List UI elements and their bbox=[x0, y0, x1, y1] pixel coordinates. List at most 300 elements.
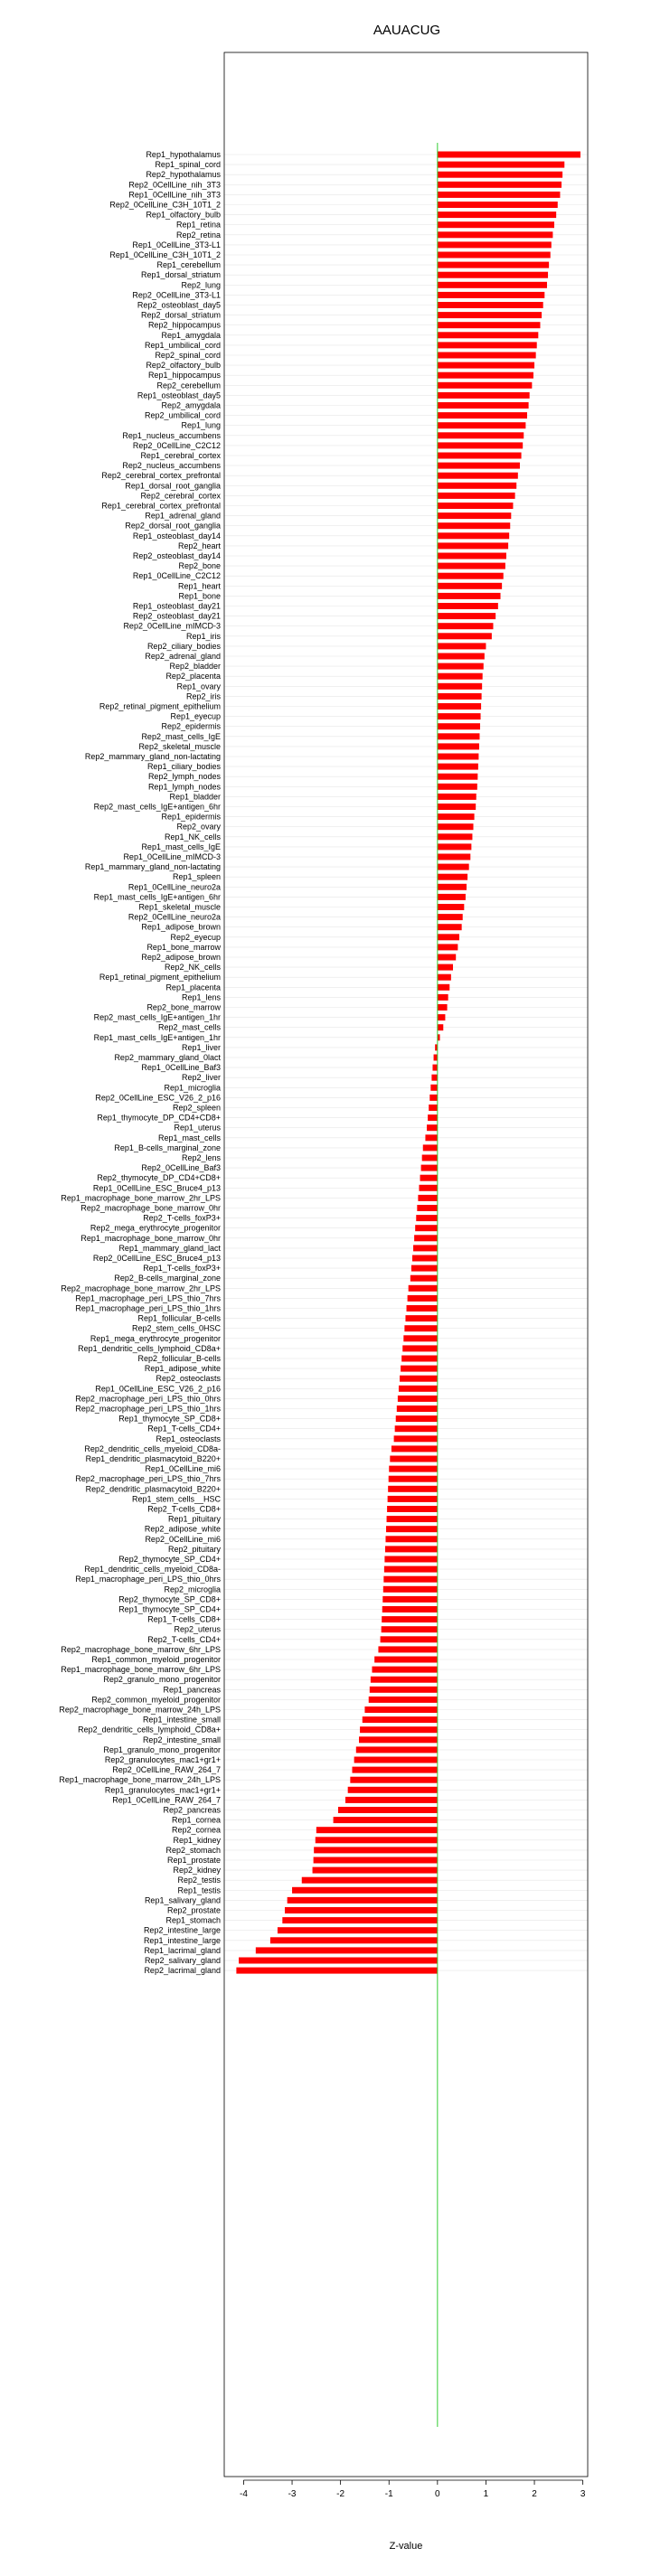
bar bbox=[387, 1506, 438, 1512]
bar bbox=[438, 794, 476, 800]
bar bbox=[438, 322, 541, 328]
category-label: Rep1_cornea bbox=[171, 1815, 221, 1825]
category-label: Rep2_liver bbox=[181, 1073, 221, 1083]
category-label: Rep1_0CellLine_mIMCD-3 bbox=[123, 852, 221, 861]
bar bbox=[438, 332, 538, 338]
bar bbox=[416, 1215, 438, 1221]
category-label: Rep1_eyecup bbox=[170, 711, 221, 721]
bar bbox=[438, 483, 516, 489]
x-axis-label: Z-value bbox=[389, 2541, 423, 2552]
bar bbox=[282, 1917, 438, 1923]
bar bbox=[256, 1947, 438, 1953]
category-label: Rep1_macrophage_peri_LPS_thio_7hrs bbox=[75, 1293, 221, 1303]
x-tick-label: 1 bbox=[483, 2489, 489, 2499]
category-label: Rep2_stomach bbox=[165, 1845, 221, 1855]
bar bbox=[438, 633, 492, 639]
bar bbox=[438, 262, 549, 268]
bar bbox=[438, 583, 502, 589]
bar bbox=[407, 1305, 438, 1312]
category-label: Rep1_retinal_pigment_epithelium bbox=[99, 973, 221, 982]
category-label: Rep1_macrophage_bone_marrow_6hr_LPS bbox=[61, 1665, 221, 1675]
category-label: Rep2_mast_cells_IgE+antigen_6hr bbox=[93, 802, 221, 812]
category-label: Rep1_mast_cells_IgE+antigen_1hr bbox=[93, 1032, 221, 1042]
bar bbox=[431, 1075, 437, 1081]
bar bbox=[401, 1356, 438, 1362]
category-label: Rep1_mast_cells bbox=[157, 1133, 221, 1142]
bar bbox=[382, 1606, 438, 1612]
category-label: Rep2_0CellLine_mi6 bbox=[145, 1534, 221, 1544]
category-label: Rep1_T-cells_foxP3+ bbox=[143, 1264, 221, 1274]
bar bbox=[385, 1536, 437, 1542]
category-label: Rep1_mammary_gland_lact bbox=[118, 1243, 221, 1253]
bar bbox=[353, 1767, 438, 1773]
bar bbox=[402, 1345, 438, 1351]
category-label: Rep2_retinal_pigment_epithelium bbox=[99, 701, 221, 711]
bar bbox=[403, 1335, 438, 1341]
bar bbox=[397, 1406, 438, 1412]
category-label: Rep2_umbilical_cord bbox=[144, 410, 221, 420]
x-tick-label: 3 bbox=[580, 2489, 586, 2499]
category-label: Rep1_bone bbox=[178, 591, 221, 601]
bar bbox=[438, 272, 548, 278]
category-label: Rep2_skeletal_muscle bbox=[138, 741, 221, 751]
category-label: Rep2_T-cells_foxP3+ bbox=[143, 1213, 221, 1223]
bar bbox=[438, 402, 529, 409]
category-label: Rep1_lens bbox=[181, 992, 221, 1002]
bar bbox=[438, 623, 494, 629]
category-label: Rep2_adipose_brown bbox=[141, 953, 221, 962]
bar bbox=[415, 1225, 438, 1231]
bar bbox=[438, 362, 534, 369]
category-label: Rep2_dendritic_cells_lymphoid_CD8a+ bbox=[78, 1725, 221, 1735]
bar bbox=[278, 1927, 438, 1933]
category-label: Rep2_testis bbox=[177, 1876, 221, 1885]
bar bbox=[429, 1095, 438, 1101]
category-label: Rep1_macrophage_bone_marrow_2hr_LPS bbox=[61, 1193, 221, 1203]
bar bbox=[438, 422, 526, 428]
category-label: Rep1_nucleus_accumbens bbox=[122, 430, 221, 440]
category-label: Rep2_0CellLine_ESC_Bruce4_p13 bbox=[92, 1254, 221, 1263]
bar bbox=[405, 1315, 437, 1321]
category-label: Rep1_lung bbox=[181, 420, 221, 430]
plot-frame bbox=[224, 52, 588, 2477]
bar bbox=[438, 683, 482, 690]
bar bbox=[438, 553, 506, 559]
bar bbox=[316, 1837, 438, 1843]
bar bbox=[313, 1867, 438, 1874]
bar bbox=[438, 453, 522, 459]
x-tick-label: 0 bbox=[435, 2489, 440, 2499]
bar bbox=[395, 1425, 438, 1432]
bar bbox=[383, 1576, 437, 1583]
bar bbox=[423, 1144, 438, 1151]
bar bbox=[438, 693, 482, 700]
bar bbox=[360, 1726, 438, 1733]
category-label: Rep2_lens bbox=[181, 1153, 221, 1162]
bar bbox=[438, 1024, 443, 1030]
chart-title: AAUACUG bbox=[373, 23, 441, 38]
category-label: Rep2_stem_cells_0HSC bbox=[131, 1323, 221, 1333]
category-label: Rep1_0CellLine_ESC_Bruce4_p13 bbox=[92, 1183, 221, 1193]
bar bbox=[394, 1435, 438, 1442]
category-label: Rep2_macrophage_bone_marrow_24h_LPS bbox=[59, 1705, 221, 1715]
bar bbox=[386, 1526, 438, 1532]
bar bbox=[428, 1114, 438, 1121]
bar bbox=[356, 1746, 438, 1753]
category-label: Rep2_mast_cells bbox=[157, 1022, 221, 1032]
bar bbox=[438, 162, 564, 168]
bar bbox=[411, 1265, 438, 1272]
bar bbox=[438, 864, 469, 870]
bar bbox=[363, 1716, 438, 1723]
category-label: Rep2_ovary bbox=[176, 822, 221, 832]
bar bbox=[438, 884, 467, 890]
bar bbox=[438, 934, 459, 940]
category-label: Rep1_mammary_gland_non-lactating bbox=[84, 862, 221, 872]
category-label: Rep2_kidney bbox=[173, 1866, 221, 1876]
category-label: Rep2_macrophage_peri_LPS_thio_0hrs bbox=[75, 1394, 221, 1404]
bar bbox=[438, 974, 451, 981]
category-label: Rep2_follicular_B-cells bbox=[137, 1354, 221, 1363]
bar bbox=[432, 1065, 437, 1071]
bar bbox=[438, 1004, 448, 1011]
bar bbox=[438, 804, 476, 810]
bar bbox=[417, 1205, 438, 1211]
category-label: Rep1_pancreas bbox=[163, 1685, 221, 1695]
bar bbox=[438, 643, 486, 649]
category-label: Rep2_osteoclasts bbox=[156, 1374, 221, 1384]
category-label: Rep2_cerebral_cortex bbox=[140, 491, 221, 501]
category-label: Rep1_intestine_large bbox=[143, 1935, 221, 1945]
bar bbox=[384, 1566, 438, 1573]
category-label: Rep2_bone bbox=[178, 561, 221, 571]
category-label: Rep2_cerebral_cortex_prefrontal bbox=[101, 471, 221, 481]
bar bbox=[438, 292, 544, 298]
bar bbox=[383, 1586, 438, 1593]
category-label: Rep2_cornea bbox=[171, 1825, 221, 1835]
bar bbox=[334, 1817, 438, 1823]
bar bbox=[354, 1757, 438, 1763]
category-label: Rep2_common_myeloid_progenitor bbox=[91, 1695, 221, 1705]
bar bbox=[438, 854, 470, 860]
bar bbox=[382, 1596, 438, 1603]
bar bbox=[438, 231, 553, 238]
category-label: Rep2_granulo_mono_progenitor bbox=[103, 1675, 221, 1685]
bar bbox=[398, 1396, 438, 1402]
bar bbox=[401, 1366, 438, 1372]
x-tick-label: -1 bbox=[384, 2489, 393, 2499]
category-label: Rep2_0CellLine_3T3-L1 bbox=[132, 290, 221, 300]
category-label: Rep2_pituitary bbox=[167, 1544, 221, 1554]
bar bbox=[438, 512, 511, 519]
bar bbox=[438, 463, 520, 469]
bar bbox=[438, 944, 458, 950]
category-label: Rep1_0CellLine_RAW_264_7 bbox=[112, 1795, 221, 1805]
category-label: Rep2_epidermis bbox=[161, 721, 221, 731]
category-label: Rep2_0CellLine_RAW_264_7 bbox=[112, 1765, 221, 1775]
bar bbox=[338, 1807, 438, 1813]
category-label: Rep2_lung bbox=[181, 280, 221, 290]
bar bbox=[292, 1887, 438, 1894]
bar bbox=[392, 1445, 438, 1452]
bar bbox=[236, 1968, 437, 1974]
bar bbox=[412, 1255, 438, 1262]
category-label: Rep1_iris bbox=[185, 631, 221, 641]
category-label: Rep1_thymocyte_SP_CD4+ bbox=[118, 1604, 221, 1614]
bar bbox=[410, 1275, 438, 1282]
category-label: Rep1_stomach bbox=[165, 1915, 221, 1925]
bar bbox=[288, 1897, 438, 1904]
bar bbox=[438, 784, 477, 790]
category-label: Rep2_0CellLine_mIMCD-3 bbox=[123, 621, 221, 631]
bar bbox=[438, 542, 508, 549]
bar bbox=[384, 1556, 437, 1563]
category-label: Rep2_bone_marrow bbox=[146, 1002, 221, 1012]
bar bbox=[270, 1937, 438, 1943]
bar bbox=[438, 573, 504, 579]
x-tick-label: 2 bbox=[532, 2489, 537, 2499]
category-label: Rep1_testis bbox=[177, 1885, 221, 1895]
bar bbox=[438, 964, 453, 971]
bar bbox=[438, 442, 523, 448]
bar bbox=[430, 1085, 438, 1091]
bar bbox=[438, 723, 480, 729]
category-label: Rep1_dorsal_striatum bbox=[140, 270, 221, 280]
category-label: Rep2_microglia bbox=[164, 1584, 221, 1594]
category-label: Rep1_hippocampus bbox=[147, 371, 221, 381]
bar bbox=[438, 412, 527, 418]
category-label: Rep1_dendritic_cells_myeloid_CD8a- bbox=[84, 1565, 221, 1575]
category-label: Rep2_intestine_small bbox=[142, 1735, 221, 1744]
category-label: Rep2_dendritic_cells_myeloid_CD8a- bbox=[84, 1443, 221, 1453]
category-label: Rep2_lacrimal_gland bbox=[144, 1966, 221, 1976]
x-axis bbox=[240, 2480, 586, 2499]
category-label: Rep2_lymph_nodes bbox=[147, 772, 221, 782]
category-label: Rep1_ciliary_bodies bbox=[146, 762, 221, 772]
bar bbox=[414, 1235, 438, 1241]
category-label: Rep2_NK_cells bbox=[164, 963, 221, 973]
bar bbox=[345, 1797, 438, 1803]
bar bbox=[438, 914, 463, 920]
category-label: Rep1_prostate bbox=[166, 1856, 221, 1865]
bar bbox=[438, 904, 464, 910]
category-label: Rep1_macrophage_peri_LPS_thio_1hrs bbox=[75, 1303, 221, 1313]
category-label: Rep2_uterus bbox=[174, 1624, 221, 1634]
category-label: Rep1_0CellLine_C3H_10T1_2 bbox=[109, 250, 221, 259]
bar bbox=[438, 1014, 446, 1020]
category-label: Rep1_granulo_mono_progenitor bbox=[103, 1744, 221, 1754]
category-label: Rep2_osteoblast_day5 bbox=[137, 300, 221, 310]
bar bbox=[438, 221, 554, 228]
bar bbox=[438, 212, 556, 218]
category-label: Rep2_placenta bbox=[165, 672, 221, 682]
category-label: Rep2_salivary_gland bbox=[144, 1956, 221, 1965]
category-label: Rep2_ciliary_bodies bbox=[146, 641, 221, 651]
bar bbox=[390, 1456, 438, 1462]
category-label: Rep2_macrophage_peri_LPS_thio_7hrs bbox=[75, 1474, 221, 1484]
bar bbox=[438, 493, 515, 499]
category-label: Rep2_0CellLine_C3H_10T1_2 bbox=[109, 200, 221, 210]
category-label: Rep1_0CellLine_C2C12 bbox=[132, 571, 221, 581]
bar bbox=[396, 1415, 438, 1422]
category-label: Rep1_thymocyte_DP_CD4+CD8+ bbox=[97, 1113, 221, 1123]
bar bbox=[438, 984, 449, 991]
bar bbox=[438, 843, 472, 850]
category-label: Rep1_hypothalamus bbox=[146, 150, 221, 159]
bar bbox=[413, 1245, 438, 1251]
category-label: Rep2_iris bbox=[185, 691, 221, 701]
bar bbox=[438, 382, 533, 389]
bar bbox=[438, 172, 562, 178]
bar bbox=[438, 833, 473, 840]
category-label: Rep2_olfactory_bulb bbox=[146, 361, 221, 371]
bar bbox=[438, 774, 477, 780]
category-label: Rep2_adrenal_gland bbox=[145, 652, 221, 661]
bar bbox=[434, 1055, 438, 1061]
category-label: Rep2_nucleus_accumbens bbox=[122, 461, 221, 471]
category-label: Rep1_olfactory_bulb bbox=[146, 210, 221, 220]
category-label: Rep1_kidney bbox=[173, 1835, 221, 1845]
category-label: Rep1_0CellLine_Baf3 bbox=[141, 1063, 221, 1073]
category-label: Rep2_heart bbox=[177, 541, 221, 550]
bar bbox=[438, 532, 509, 539]
category-label: Rep2_spinal_cord bbox=[155, 351, 221, 360]
category-label: Rep1_cerebral_cortex_prefrontal bbox=[101, 501, 221, 511]
bar bbox=[438, 202, 558, 208]
bar bbox=[438, 874, 467, 880]
category-label: Rep1_cerebellum bbox=[156, 260, 221, 270]
category-label: Rep1_adipose_brown bbox=[141, 922, 221, 932]
bar bbox=[438, 432, 524, 438]
category-label: Rep2_thymocyte_DP_CD4+CD8+ bbox=[97, 1173, 221, 1183]
category-label: Rep1_retina bbox=[175, 220, 221, 230]
category-label: Rep1_0CellLine_ESC_V26_2_p16 bbox=[95, 1384, 221, 1394]
bar bbox=[438, 522, 510, 529]
category-label: Rep1_adipose_white bbox=[144, 1364, 221, 1374]
bar bbox=[438, 663, 484, 670]
category-label: Rep2_mammary_gland_non-lactating bbox=[84, 752, 221, 761]
category-label: Rep1_dendritic_plasmacytoid_B220+ bbox=[85, 1454, 221, 1463]
bar bbox=[350, 1777, 437, 1783]
category-label: Rep2_adipose_white bbox=[144, 1524, 221, 1534]
bar bbox=[388, 1486, 438, 1492]
category-label: Rep1_stem_cells__HSC bbox=[131, 1494, 221, 1504]
category-label: Rep1_cerebral_cortex bbox=[140, 451, 221, 460]
bar bbox=[239, 1958, 438, 1964]
bar bbox=[438, 924, 462, 930]
category-label: Rep2_thymocyte_SP_CD4+ bbox=[118, 1555, 221, 1564]
category-label: Rep2_dorsal_root_ganglia bbox=[125, 521, 221, 531]
category-label: Rep2_macrophage_bone_marrow_6hr_LPS bbox=[61, 1644, 221, 1654]
category-label: Rep2_bladder bbox=[169, 662, 221, 672]
bar bbox=[374, 1657, 438, 1663]
category-label: Rep2_0CellLine_ESC_V26_2_p16 bbox=[95, 1093, 221, 1103]
category-label: Rep1_placenta bbox=[165, 982, 221, 992]
bar bbox=[378, 1646, 437, 1652]
bar bbox=[438, 372, 533, 379]
bar bbox=[438, 743, 479, 749]
bar bbox=[408, 1295, 438, 1302]
bar bbox=[438, 392, 530, 399]
category-label: Rep2_hypothalamus bbox=[146, 170, 221, 180]
category-label: Rep2_0CellLine_nih_3T3 bbox=[128, 180, 221, 190]
category-label: Rep1_umbilical_cord bbox=[144, 340, 221, 350]
category-label: Rep1_liver bbox=[181, 1042, 221, 1052]
category-label: Rep2_macrophage_bone_marrow_2hr_LPS bbox=[61, 1283, 221, 1293]
bar bbox=[438, 733, 480, 739]
category-label: Rep1_0CellLine_neuro2a bbox=[127, 882, 221, 892]
bar bbox=[364, 1706, 437, 1713]
bar bbox=[438, 302, 543, 308]
category-label: Rep2_macrophage_bone_marrow_0hr bbox=[80, 1203, 221, 1213]
bar bbox=[438, 192, 561, 198]
category-label: Rep2_thymocyte_SP_CD8+ bbox=[118, 1594, 221, 1604]
bar bbox=[314, 1857, 438, 1864]
category-label: Rep1_mast_cells_IgE+antigen_6hr bbox=[93, 892, 221, 902]
bar bbox=[409, 1285, 438, 1292]
category-label: Rep1_B-cells_marginal_zone bbox=[114, 1142, 221, 1152]
category-label: Rep2_prostate bbox=[166, 1905, 221, 1915]
category-label: Rep1_salivary_gland bbox=[144, 1895, 221, 1905]
bar bbox=[421, 1165, 438, 1171]
bar bbox=[438, 473, 518, 479]
category-label: Rep2_amygdala bbox=[161, 400, 221, 410]
bar bbox=[438, 252, 551, 259]
bar bbox=[438, 603, 498, 609]
bar bbox=[438, 182, 561, 188]
bar bbox=[438, 241, 552, 248]
bar bbox=[438, 152, 580, 158]
category-label: Rep2_0CellLine_neuro2a bbox=[127, 912, 221, 922]
bar bbox=[314, 1847, 438, 1853]
bar bbox=[438, 613, 495, 619]
bar bbox=[359, 1736, 438, 1743]
category-label: Rep1_osteoblast_day14 bbox=[132, 531, 221, 541]
category-label: Rep1_pituitary bbox=[167, 1514, 221, 1524]
bar bbox=[369, 1697, 438, 1703]
category-label: Rep1_osteoblast_day21 bbox=[132, 601, 221, 611]
category-label: Rep2_intestine_large bbox=[143, 1925, 221, 1935]
bar-series bbox=[236, 152, 580, 1974]
bar bbox=[387, 1516, 438, 1522]
bar bbox=[348, 1787, 438, 1793]
bar bbox=[372, 1667, 437, 1673]
category-label: Rep1_spinal_cord bbox=[155, 160, 221, 170]
bar bbox=[399, 1386, 438, 1392]
category-label: Rep1_intestine_small bbox=[142, 1715, 221, 1725]
category-label: Rep2_cerebellum bbox=[156, 381, 221, 390]
bar bbox=[389, 1466, 438, 1472]
category-label: Rep1_T-cells_CD8+ bbox=[147, 1614, 221, 1624]
bar bbox=[438, 593, 501, 599]
bar bbox=[370, 1687, 438, 1693]
category-label: Rep2_hippocampus bbox=[147, 320, 221, 330]
category-label: Rep2_eyecup bbox=[170, 932, 221, 942]
category-label: Rep1_lymph_nodes bbox=[147, 782, 221, 792]
bar bbox=[438, 342, 537, 348]
bar bbox=[438, 282, 547, 288]
bar bbox=[400, 1376, 438, 1382]
category-label: Rep1_common_myeloid_progenitor bbox=[91, 1655, 221, 1664]
category-label: Rep1_T-cells_CD4+ bbox=[147, 1424, 221, 1434]
category-label: Rep1_bladder bbox=[169, 792, 221, 802]
category-label: Rep1_macrophage_bone_marrow_0hr bbox=[80, 1233, 221, 1243]
x-tick-label: -2 bbox=[336, 2489, 345, 2499]
x-tick-label: -3 bbox=[288, 2489, 297, 2499]
category-label: Rep1_macrophage_bone_marrow_24h_LPS bbox=[59, 1775, 221, 1785]
category-label: Rep1_epidermis bbox=[161, 812, 221, 822]
category-label: Rep2_0CellLine_C2C12 bbox=[132, 440, 221, 450]
